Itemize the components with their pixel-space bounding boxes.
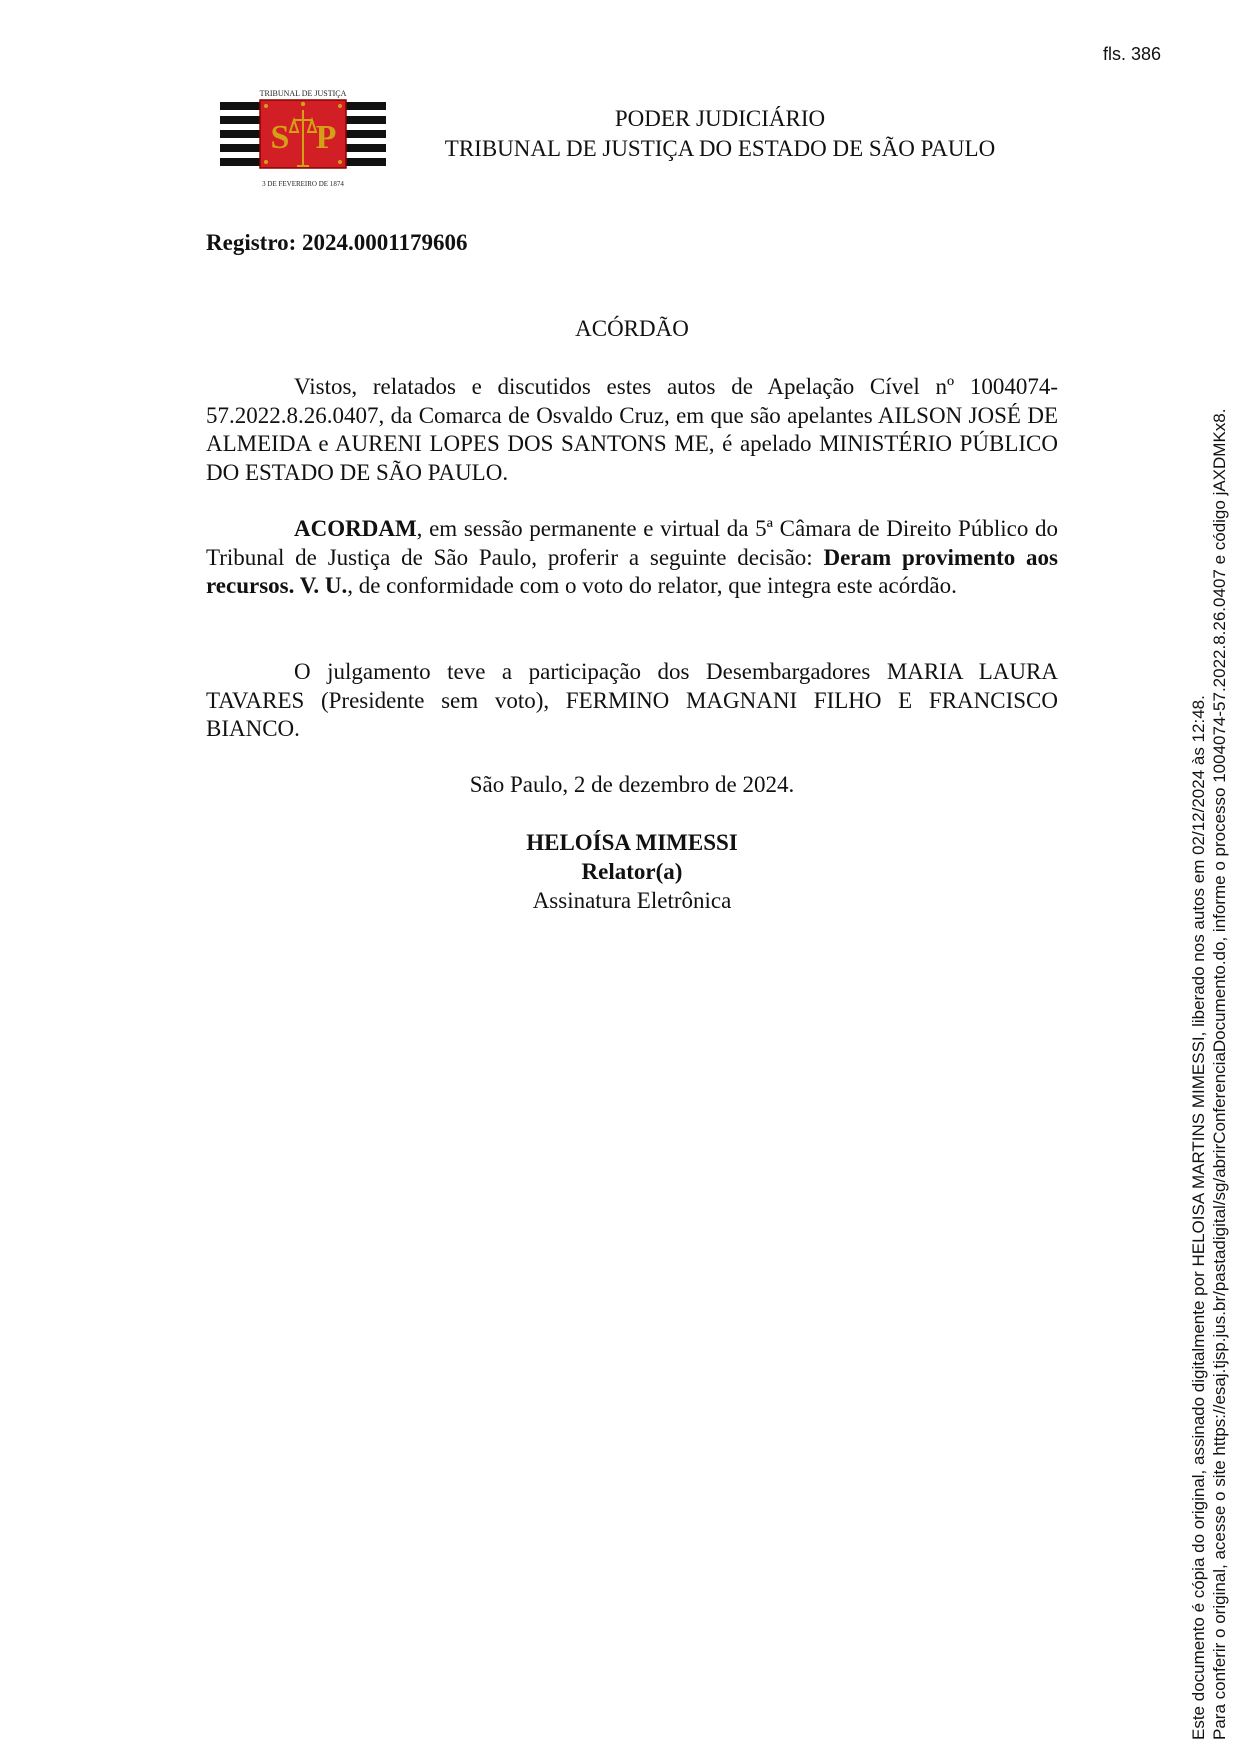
court-line-1: PODER JUDICIÁRIO	[614, 106, 826, 131]
acordam-decision: Deram provimento aos recursos. V. U.	[206, 544, 1058, 598]
page-number: fls. 386	[1102, 44, 1161, 64]
paragraph-vistos	[206, 373, 1058, 487]
signature-type: Assinatura Eletrônica	[532, 888, 732, 913]
logo-top-text: TRIBUNAL DE JUSTIÇA	[259, 89, 347, 98]
verification-note-line-2: Para conferir o original, acesse o site https://esaj.tjsp.jus.br/pastadigital/sg/abrirConferenciaDocumento.do, informe o processo 1004074-57.2022.8.26.0407 e código jAXDMKx8.	[1210, 408, 1229, 1740]
document-title: ACÓRDÃO	[575, 316, 689, 341]
acordam-lead: ACORDAM	[294, 516, 417, 541]
date-line: São Paulo, 2 de dezembro de 2024.	[469, 772, 795, 797]
court-line-2: TRIBUNAL DE JUSTIÇA DO ESTADO DE SÃO PAULO	[444, 136, 996, 161]
acordam-middle: , em sessão permanente e virtual da 5ª Câmara de Direito Público do Tribunal de Justiça de São Paulo, proferir a seguinte decisão:	[206, 516, 1058, 570]
paragraph-julgamento	[206, 658, 1058, 744]
logo-letter-s: S	[270, 119, 290, 156]
signature-role: Relator(a)	[581, 859, 683, 884]
verification-note-line-1: Este documento é cópia do original, assinado digitalmente por HELOISA MARTINS MIMESSI, liberado nos autos em 02/12/2024 às 12:48.	[1189, 695, 1208, 1740]
signature-name: HELOÍSA MIMESSI	[526, 830, 738, 855]
logo-letter-p: P	[315, 119, 337, 156]
paragraph-vistos-text: Vistos, relatados e discutidos estes autos de Apelação Cível nº 1004074-57.2022.8.26.0407, da Comarca de Osvaldo Cruz, em que são apelantes AILSON JOSÉ DE ALMEIDA e AURENI LOPES DOS SANTONS ME, é apelado MINISTÉRIO PÚBLICO DO ESTADO DE SÃO PAULO.	[206, 374, 1058, 485]
tjsp-logo	[220, 86, 386, 190]
verification-note	[1188, 409, 1230, 1740]
paragraph-julgamento-text: O julgamento teve a participação dos Desembargadores MARIA LAURA TAVARES (Presidente sem voto), FERMINO MAGNANI FILHO E FRANCISCO BIANCO.	[206, 659, 1058, 741]
registro: Registro: 2024.0001179606	[206, 230, 468, 255]
court-header	[420, 104, 1020, 164]
paragraph-acordam	[206, 515, 1058, 601]
acordam-tail: , de conformidade com o voto do relator, que integra este acórdão.	[347, 573, 957, 598]
logo-bottom-text: 3 DE FEVEREIRO DE 1874	[262, 180, 344, 188]
